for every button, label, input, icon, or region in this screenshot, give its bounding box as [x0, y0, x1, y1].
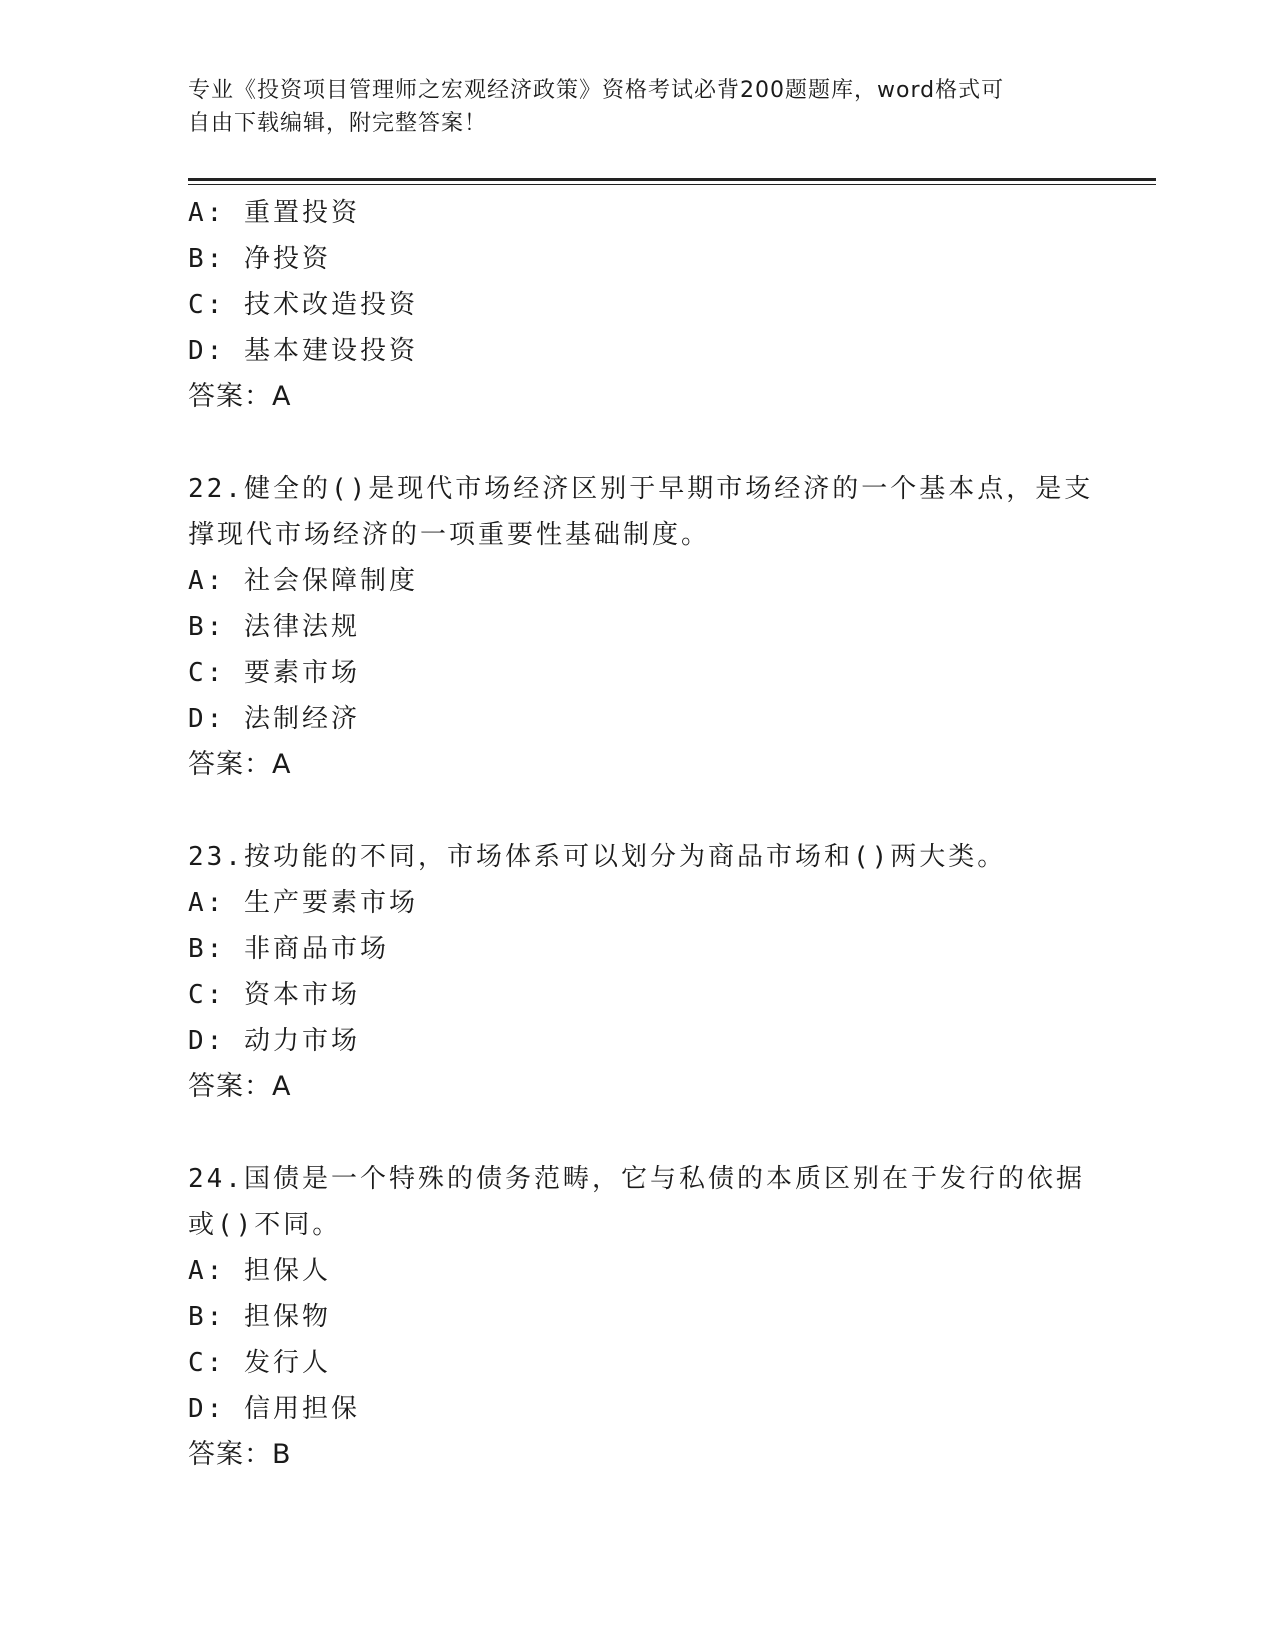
option-b: B: 法律法规	[188, 612, 360, 642]
option-c: C: 技术改造投资	[188, 290, 418, 320]
question-spacer	[188, 1110, 1078, 1156]
answer-line: 答案：A	[188, 1071, 292, 1102]
option-c: C: 发行人	[188, 1348, 331, 1378]
question-stem-line-2: 或()不同。	[188, 1210, 342, 1240]
question-stem-line-1: 24.国债是一个特殊的债务范畴，它与私债的本质区别在于发行的依据	[188, 1164, 1085, 1194]
question-stem-line-1: 22.健全的()是现代市场经济区别于早期市场经济的一个基本点，是支	[188, 474, 1094, 504]
document-header	[188, 74, 1068, 140]
option-d: D: 信用担保	[188, 1394, 360, 1424]
header-line-2: 自由下载编辑，附完整答案！	[188, 111, 488, 136]
option-d: D: 动力市场	[188, 1026, 360, 1056]
question-24	[188, 1156, 1085, 1478]
option-c: C: 资本市场	[188, 980, 360, 1010]
question-22	[188, 466, 1094, 788]
header-rule-thin	[188, 184, 1156, 185]
option-a: A: 生产要素市场	[188, 888, 418, 918]
option-b: B: 非商品市场	[188, 934, 389, 964]
answer-line: 答案：A	[188, 749, 292, 780]
option-a: A: 担保人	[188, 1256, 331, 1286]
answer-line: 答案：A	[188, 381, 292, 412]
question-stem-line-2: 撑现代市场经济的一项重要性基础制度。	[188, 520, 711, 550]
question-spacer	[188, 420, 1078, 466]
option-b: B: 担保物	[188, 1302, 331, 1332]
question-23	[188, 834, 1078, 1110]
question-21	[188, 190, 1078, 420]
option-d: D: 法制经济	[188, 704, 360, 734]
header-rule-thick	[188, 178, 1156, 181]
option-b: B: 净投资	[188, 244, 331, 274]
option-d: D: 基本建设投资	[188, 336, 418, 366]
header-line-1: 专业《投资项目管理师之宏观经济政策》资格考试必背200题题库，word格式可	[188, 78, 1005, 103]
option-a: A: 社会保障制度	[188, 566, 418, 596]
question-spacer	[188, 788, 1078, 834]
question-stem-line-1: 23.按功能的不同，市场体系可以划分为商品市场和()两大类。	[188, 842, 1007, 872]
question-list	[188, 190, 1094, 1478]
option-a: A: 重置投资	[188, 198, 360, 228]
answer-line: 答案：B	[188, 1439, 292, 1470]
option-c: C: 要素市场	[188, 658, 360, 688]
